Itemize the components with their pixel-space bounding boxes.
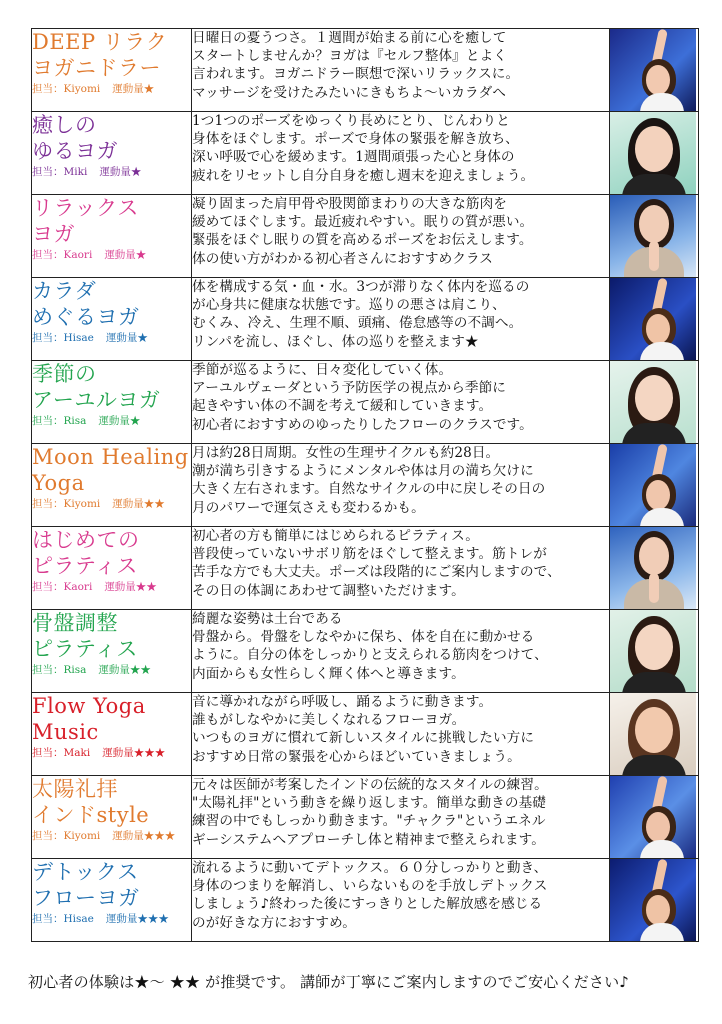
teacher-label: 担当：Miki: [32, 166, 88, 178]
class-description-cell: [192, 776, 610, 859]
class-row: [32, 278, 699, 361]
class-title: 季節の アーユルヨガ: [32, 362, 161, 412]
class-meta: [32, 580, 191, 594]
intensity-label: 運動量★★: [112, 498, 165, 510]
teacher-miki-photo: [610, 112, 696, 194]
intensity-label: 運動量★★★: [105, 913, 169, 925]
teacher-label: 担当：Kaori: [32, 581, 93, 593]
teacher-photo-cell: [610, 444, 699, 527]
teacher-kaori-photo-2: [610, 527, 696, 609]
class-description-cell: [192, 112, 610, 195]
class-schedule-sheet: [31, 28, 699, 942]
class-row: [32, 776, 699, 859]
class-description-cell: [192, 859, 610, 942]
class-description: 体を構成する気・血・水。3つが滞りなく体内を巡るの が心身共に健康な状態です。巡りの悪さは肩こり、 むくみ、冷え、生理不順、頭痛、倦怠感等の不調へ。 リンパを流し、ほぐし、体の巡りを整えます★: [192, 279, 530, 350]
class-meta: [32, 912, 191, 926]
teacher-photo-cell: [610, 776, 699, 859]
class-meta: [32, 663, 191, 677]
teacher-photo-cell: [610, 693, 699, 776]
class-title: DEEP リラク ヨガニドラー: [32, 30, 168, 80]
class-name-cell: [32, 527, 192, 610]
class-description-cell: [192, 278, 610, 361]
class-description: 初心者の方も簡単にはじめられるピラティス。 普段使っていないサボリ筋をほぐして整えます。筋トレが 苦手な方でも大丈夫。ポーズは段階的にご案内しますので、 その日の体調にあわせて調整いただけます。: [192, 528, 561, 599]
teacher-hisae-photo: [610, 278, 696, 360]
teacher-label: 担当：Hisae: [32, 913, 94, 925]
class-description: 流れるように動いてデトックス。６０分しっかりと動き、 身体のつまりを解消し、いらないものを手放しデトックス しましょう♪終わった後にすっきりとした解放感を感じる のが好きな方におすすめ。: [192, 860, 548, 931]
teacher-photo-cell: [610, 859, 699, 942]
class-description: 凝り固まった肩甲骨や股関節まわりの大きな筋肉を 緩めてほぐします。最近疲れやすい。眠りの質が悪い。 緊張をほぐし眠りの質を高めるポーズをお伝えします。 体の使い方がわかる初心者さんにおすすめクラス: [192, 196, 534, 267]
teacher-label: 担当：Kaori: [32, 249, 93, 261]
class-description-cell: [192, 444, 610, 527]
class-title: はじめての ピラティス: [32, 528, 140, 578]
teacher-label: 担当：Kiyomi: [32, 498, 101, 510]
class-description-cell: [192, 361, 610, 444]
intensity-label: 運動量★: [105, 332, 148, 344]
class-name-cell: [32, 361, 192, 444]
class-name-cell: [32, 776, 192, 859]
class-title: 癒しの ゆるヨガ: [32, 113, 118, 163]
class-description-cell: [192, 29, 610, 112]
intensity-label: 運動量★★★: [112, 830, 176, 842]
class-row: [32, 112, 699, 195]
class-name-cell: [32, 859, 192, 942]
class-description-cell: [192, 527, 610, 610]
class-meta: [32, 331, 191, 345]
teacher-label: 担当：Risa: [32, 415, 87, 427]
class-description-cell: [192, 195, 610, 278]
class-title: Moon Healing Yoga: [32, 445, 189, 495]
teacher-photo-cell: [610, 610, 699, 693]
intensity-label: 運動量★: [99, 166, 142, 178]
class-title: カラダ めぐるヨガ: [32, 279, 140, 329]
teacher-photo-cell: [610, 527, 699, 610]
class-description: 音に導かれながら呼吸し、踊るように動きます。 誰もがしなやかに美しくなれるフローヨガ。 いつものヨガに慣れて新しいスタイルに挑戦したい方に おすすめ日常の緊張を心からほどいていきましょう。: [192, 694, 535, 765]
class-name-cell: [32, 112, 192, 195]
teacher-label: 担当：Kiyomi: [32, 830, 101, 842]
class-description: 1つ1つのポーズをゆっくり長めにとり、じんわりと 身体をほぐします。ポーズで身体の緊張を解き放ち、 深い呼吸で心を緩めます。1週間頑張った心と身体の 疲れをリセットし自分自身を癒し週末を迎えましょう。: [192, 113, 535, 184]
class-description-cell: [192, 610, 610, 693]
teacher-photo-cell: [610, 278, 699, 361]
teacher-kiyomi-photo: [610, 29, 696, 111]
teacher-risa-photo-2: [610, 610, 696, 692]
class-meta: [32, 829, 191, 843]
class-name-cell: [32, 693, 192, 776]
class-name-cell: [32, 29, 192, 112]
class-name-cell: [32, 278, 192, 361]
class-description: 月は約28日周期。女性の生理サイクルも約28日。 潮が満ち引きするようにメンタルや体は月の満ち欠けに 大きく左右されます。自然なサイクルの中に戻しその日の 月のパワーで運気さえも変わるかも。: [192, 445, 546, 516]
class-title: 太陽礼拝 インドstyle: [32, 777, 150, 827]
class-name-cell: [32, 444, 192, 527]
class-description: 綺麗な姿勢は土台である 骨盤から。骨盤をしなやかに保ち、体を自在に動かせる ように。自分の体をしっかりと支えられる筋肉をつけて、 内面からも女性らしく輝く体へと導きます。: [192, 611, 548, 682]
class-meta: [32, 82, 191, 96]
class-row: [32, 361, 699, 444]
class-row: [32, 29, 699, 112]
class-row: [32, 610, 699, 693]
intensity-label: 運動量★★: [104, 581, 157, 593]
class-description: 元々は医師が考案したインドの伝統的なスタイルの練習。 "太陽礼拝"という動きを繰り返します。簡単な動きの基礎 練習の中でもしっかり動きます。"チャクラ"というエネル ギーシステムへアプローチし体と精神まで整えられます。: [192, 777, 548, 848]
class-title: 骨盤調整 ピラティス: [32, 611, 138, 661]
class-title: Flow Yoga Music: [32, 694, 146, 744]
class-name-cell: [32, 195, 192, 278]
teacher-label: 担当：Hisae: [32, 332, 94, 344]
class-table: [31, 28, 699, 942]
class-meta: [32, 165, 191, 179]
class-meta: [32, 746, 191, 760]
class-meta: [32, 497, 191, 511]
teacher-photo-cell: [610, 195, 699, 278]
teacher-label: 担当：Kiyomi: [32, 83, 101, 95]
class-name-cell: [32, 610, 192, 693]
intensity-label: 運動量★: [104, 249, 147, 261]
teacher-kiyomi-photo-2: [610, 444, 696, 526]
class-description: 日曜日の憂うつさ。１週間が始まる前に心を癒して スタートしませんか？ヨガは『セルフ整体』とよく 言われます。ヨガニドラー瞑想で深いリラックスに。 マッサージを受けたみたいにきもちよ〜いカラダへ: [192, 30, 520, 101]
class-row: [32, 195, 699, 278]
intensity-label: 運動量★★★: [102, 747, 166, 759]
class-row: [32, 527, 699, 610]
teacher-label: 担当：Maki: [32, 747, 91, 759]
class-title: リラックス ヨガ: [32, 196, 139, 246]
class-meta: [32, 414, 191, 428]
class-meta: [32, 248, 191, 262]
class-description-cell: [192, 693, 610, 776]
teacher-kiyomi-photo-3: [610, 776, 696, 858]
intensity-label: 運動量★: [112, 83, 155, 95]
teacher-risa-photo: [610, 361, 696, 443]
teacher-kaori-photo: [610, 195, 696, 277]
class-row: [32, 859, 699, 942]
teacher-maki-photo: [610, 693, 696, 775]
footer-note: 初心者の体験は★〜 ★★ が推奨です。 講師が丁寧にご案内しますのでご安心ください♪: [28, 973, 630, 991]
teacher-photo-cell: [610, 29, 699, 112]
class-description: 季節が巡るように、日々変化していく体。 アーユルヴェーダという予防医学の視点から季節に 起きやすい体の不調を考えて緩和していきます。 初心者におすすめのゆったりしたフローのクラスです。: [192, 362, 533, 433]
teacher-label: 担当：Risa: [32, 664, 87, 676]
teacher-photo-cell: [610, 361, 699, 444]
intensity-label: 運動量★: [98, 415, 141, 427]
intensity-label: 運動量★★: [98, 664, 151, 676]
class-row: [32, 444, 699, 527]
class-row: [32, 693, 699, 776]
teacher-hisae-photo-2: [610, 859, 696, 941]
class-title: デトックス フローヨガ: [32, 860, 140, 910]
teacher-photo-cell: [610, 112, 699, 195]
